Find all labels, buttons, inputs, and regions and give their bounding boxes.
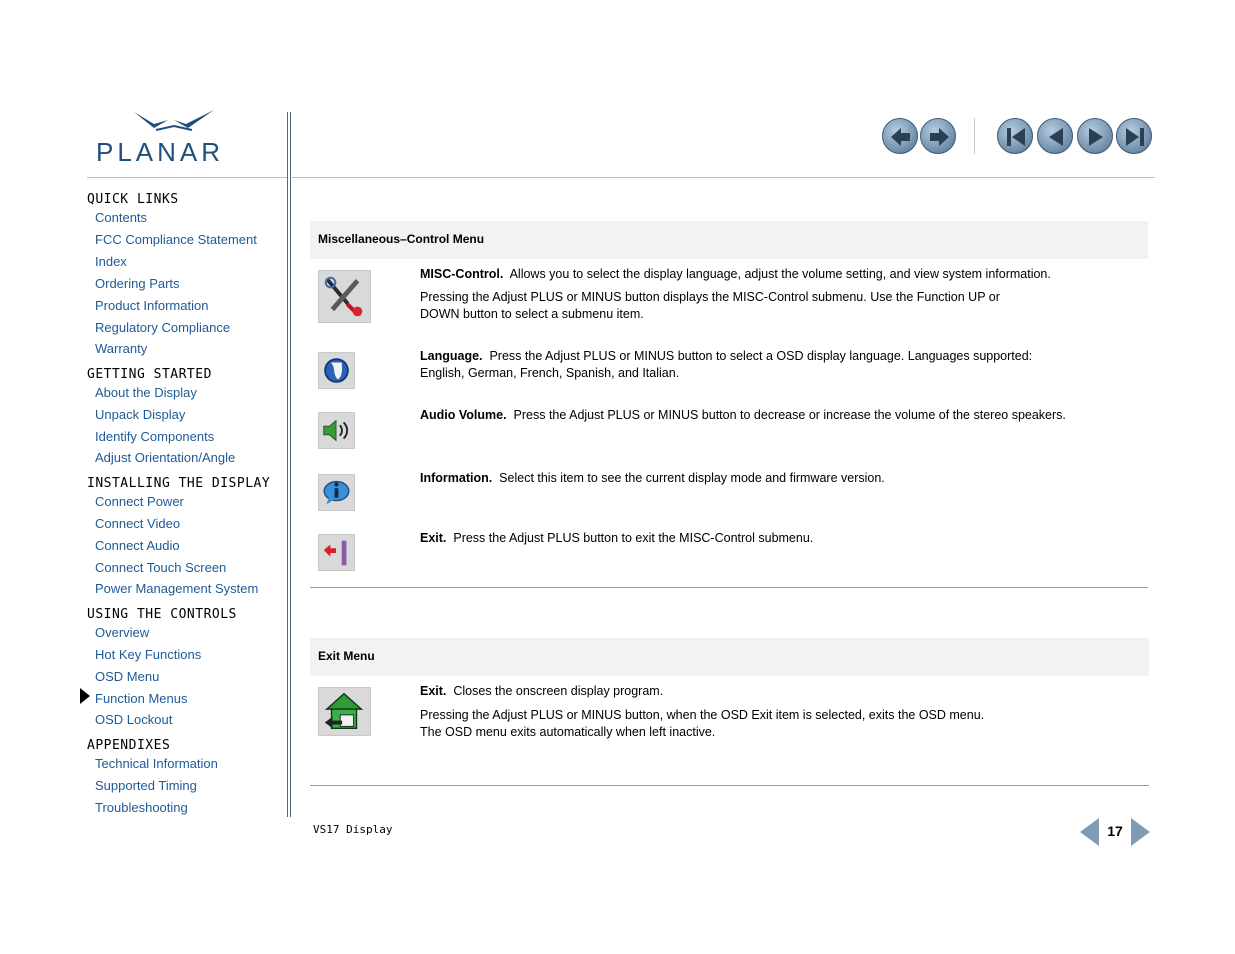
sidebar-item-ordering-parts[interactable]: Ordering Parts — [95, 276, 180, 291]
exit-menu-term: Exit. — [420, 684, 447, 698]
nav-separator — [974, 118, 975, 154]
exit-menu-detail-line2: The OSD menu exits automatically when left inactive. — [420, 725, 716, 739]
sidebar-item-connect-power[interactable]: Connect Power — [95, 494, 184, 509]
section-heading-appendixes: APPENDIXES — [87, 738, 171, 753]
sidebar-divider — [287, 112, 288, 817]
audio-volume-description — [420, 407, 1120, 424]
last-page-button[interactable] — [1116, 118, 1152, 154]
exit-home-icon — [318, 687, 371, 736]
exit-menu-bottom-rule — [310, 785, 1149, 786]
sidebar-item-technical-information[interactable]: Technical Information — [95, 756, 218, 771]
sidebar-item-connect-audio[interactable]: Connect Audio — [95, 538, 180, 553]
exit-term: Exit. — [420, 531, 447, 545]
first-page-button[interactable] — [997, 118, 1033, 154]
next-page-icon — [1078, 119, 1114, 155]
exit-arrow-icon — [318, 534, 355, 571]
sidebar-item-hot-key-functions[interactable]: Hot Key Functions — [95, 647, 202, 662]
sidebar-item-warranty[interactable]: Warranty — [95, 341, 148, 356]
last-page-icon — [1117, 119, 1153, 155]
misc-control-text: Allows you to select the display language, adjust the volume setting, and view system information. — [509, 267, 1051, 281]
exit-text: Press the Adjust PLUS button to exit the MISC-Control submenu. — [453, 531, 814, 545]
sidebar-item-function-menus[interactable]: Function Menus — [95, 691, 188, 706]
section-heading-using-controls: USING THE CONTROLS — [87, 607, 237, 622]
next-page-button[interactable] — [1077, 118, 1113, 154]
section-heading-getting-started: GETTING STARTED — [87, 367, 212, 382]
language-text: Press the Adjust PLUS or MINUS button to select a OSD display language. Languages supported: — [489, 349, 1033, 363]
information-term: Information. — [420, 471, 493, 485]
exit-description — [420, 530, 1120, 547]
globe-icon — [318, 352, 355, 389]
sidebar-item-supported-timing[interactable]: Supported Timing — [95, 778, 197, 793]
misc-menu-title: Miscellaneous–Control Menu — [318, 232, 485, 246]
misc-control-detail-line1: Pressing the Adjust PLUS or MINUS button displays the MISC-Control submenu. Use the Function UP or — [420, 290, 1000, 304]
sidebar-item-adjust-orientation[interactable]: Adjust Orientation/Angle — [95, 450, 236, 465]
sidebar-item-overview[interactable]: Overview — [95, 625, 150, 640]
exit-menu-text: Closes the onscreen display program. — [453, 684, 664, 698]
footer-previous-page-icon[interactable] — [1080, 818, 1099, 846]
header-rule-left — [87, 177, 287, 178]
sidebar-item-contents[interactable]: Contents — [95, 210, 148, 225]
sidebar-item-connect-touch-screen[interactable]: Connect Touch Screen — [95, 560, 227, 575]
language-description — [420, 348, 1120, 365]
sidebar-divider-inner — [290, 112, 291, 817]
planar-logo-mark-icon — [96, 108, 250, 138]
misc-control-description — [420, 266, 1120, 283]
sidebar-item-unpack-display[interactable]: Unpack Display — [95, 407, 186, 422]
planar-logo — [96, 108, 250, 166]
sidebar-item-troubleshooting[interactable]: Troubleshooting — [95, 800, 188, 815]
exit-menu-detail-line1: Pressing the Adjust PLUS or MINUS button, when the OSD Exit item is selected, exits the OSD menu. — [420, 708, 985, 722]
first-page-icon — [998, 119, 1034, 155]
information-text: Select this item to see the current display mode and firmware version. — [499, 471, 885, 485]
sidebar-item-fcc-compliance[interactable]: FCC Compliance Statement — [95, 232, 257, 247]
language-term: Language. — [420, 349, 483, 363]
section-heading-quick-links: QUICK LINKS — [87, 192, 179, 207]
back-icon — [883, 119, 919, 155]
sidebar-item-product-information[interactable]: Product Information — [95, 298, 209, 313]
page-number: 17 — [1107, 823, 1123, 839]
forward-icon — [921, 119, 957, 155]
information-description — [420, 470, 1120, 487]
document-title: VS17 Display — [313, 823, 393, 836]
previous-page-button[interactable] — [1037, 118, 1073, 154]
sidebar-item-osd-menu[interactable]: OSD Menu — [95, 669, 160, 684]
audio-volume-term: Audio Volume. — [420, 408, 507, 422]
sidebar-item-identify-components[interactable]: Identify Components — [95, 429, 215, 444]
exit-menu-header — [310, 638, 1149, 676]
sidebar-item-power-management[interactable]: Power Management System — [95, 581, 259, 596]
sidebar-item-osd-lockout[interactable]: OSD Lockout — [95, 712, 173, 727]
sidebar-item-connect-video[interactable]: Connect Video — [95, 516, 181, 531]
misc-control-detail-line2: DOWN button to select a submenu item. — [420, 307, 644, 321]
sidebar-item-about-display[interactable]: About the Display — [95, 385, 197, 400]
info-icon — [318, 474, 355, 511]
wrench-screwdriver-icon — [318, 270, 371, 323]
misc-control-term: MISC-Control. — [420, 267, 504, 281]
audio-volume-text: Press the Adjust PLUS or MINUS button to decrease or increase the volume of the stereo speakers. — [513, 408, 1066, 422]
current-page-marker-icon — [80, 688, 90, 704]
logo-text: PLANAR — [96, 137, 225, 167]
footer-next-page-icon[interactable] — [1131, 818, 1150, 846]
forward-button[interactable] — [920, 118, 956, 154]
header-rule-right — [292, 177, 1155, 178]
back-button[interactable] — [882, 118, 918, 154]
sidebar-item-index[interactable]: Index — [95, 254, 127, 269]
section-heading-installing: INSTALLING THE DISPLAY — [87, 476, 271, 491]
language-detail: English, German, French, Spanish, and Italian. — [420, 366, 680, 380]
exit-menu-description — [420, 683, 1120, 700]
misc-menu-header — [310, 221, 1148, 259]
speaker-icon — [318, 412, 355, 449]
exit-menu-title: Exit Menu — [318, 649, 375, 663]
previous-page-icon — [1038, 119, 1074, 155]
misc-menu-bottom-rule — [310, 587, 1148, 588]
sidebar-item-regulatory-compliance[interactable]: Regulatory Compliance — [95, 320, 231, 335]
